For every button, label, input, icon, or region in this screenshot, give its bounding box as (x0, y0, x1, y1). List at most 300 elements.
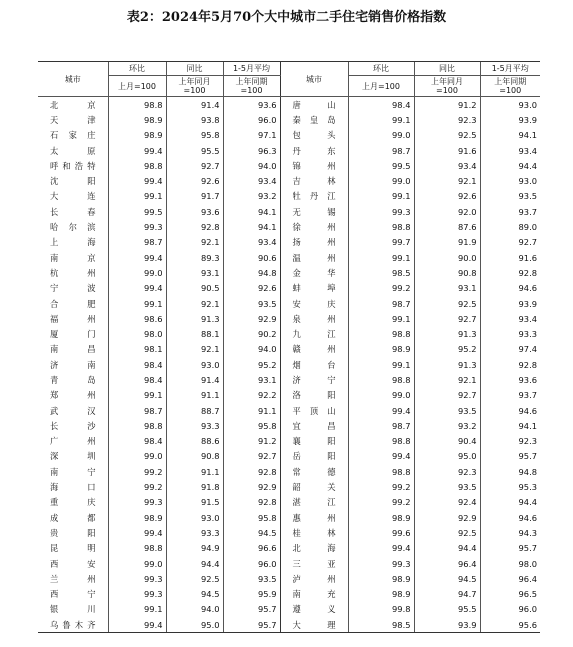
left-city-name: 西宁 (50, 589, 96, 600)
left-ytd-value: 94.0 (223, 342, 280, 357)
left-mom-value: 99.3 (108, 571, 166, 586)
left-yoy-value: 91.5 (166, 495, 223, 510)
table-row (38, 617, 540, 633)
left-mom-value: 99.2 (108, 479, 166, 494)
left-ytd-value: 93.5 (223, 571, 280, 586)
right-yoy-value: 92.5 (414, 128, 480, 143)
left-mom-value: 98.8 (108, 97, 166, 113)
right-city-name: 平顶山 (280, 403, 348, 418)
right-ytd-value: 92.3 (480, 434, 540, 449)
right-city-name: 牡丹江 (280, 189, 348, 204)
right-mom-value: 99.1 (348, 311, 414, 326)
header-ytd-right: 1-5月平均 (480, 62, 540, 76)
table-row (38, 556, 540, 571)
left-ytd-value: 96.6 (223, 541, 280, 556)
left-city-name: 天津 (50, 114, 96, 125)
right-ytd-value: 94.1 (480, 418, 540, 433)
table-row (38, 143, 540, 158)
right-city-name: 秦皇岛 (280, 112, 348, 127)
right-mom-value: 98.8 (348, 372, 414, 387)
left-ytd-value: 93.5 (223, 296, 280, 311)
left-mom-value: 98.8 (108, 158, 166, 173)
right-city-name: 无锡 (280, 204, 348, 219)
right-city-name: 泸州 (280, 571, 348, 586)
right-city-name: 泉州 (280, 311, 348, 326)
table-row (38, 388, 540, 403)
left-yoy-value: 93.3 (166, 525, 223, 540)
header-yoy-sub-left: 上年同月 =100 (166, 76, 223, 97)
right-city-name: 徐州 (280, 219, 348, 234)
right-ytd-value: 93.9 (480, 296, 540, 311)
right-ytd-value: 95.7 (480, 449, 540, 464)
right-mom-value: 99.1 (348, 189, 414, 204)
left-yoy-value: 93.0 (166, 510, 223, 525)
right-yoy-value: 94.7 (414, 587, 480, 602)
right-yoy-value: 93.2 (414, 418, 480, 433)
right-yoy-value: 92.1 (414, 173, 480, 188)
left-ytd-value: 95.9 (223, 587, 280, 602)
right-yoy-value: 90.0 (414, 250, 480, 265)
right-ytd-value: 93.5 (480, 189, 540, 204)
left-ytd-value: 91.1 (223, 403, 280, 418)
right-yoy-value: 92.4 (414, 495, 480, 510)
right-mom-value: 98.8 (348, 219, 414, 234)
table-row (38, 97, 540, 113)
right-ytd-value: 94.4 (480, 158, 540, 173)
left-city-name: 郑州 (50, 390, 96, 401)
right-ytd-value: 95.3 (480, 479, 540, 494)
left-yoy-value: 92.1 (166, 296, 223, 311)
left-yoy-value: 92.8 (166, 219, 223, 234)
right-mom-value: 99.5 (348, 158, 414, 173)
left-mom-value: 99.0 (108, 449, 166, 464)
right-city-name: 九江 (280, 326, 348, 341)
left-yoy-value: 88.1 (166, 326, 223, 341)
right-ytd-value: 95.7 (480, 541, 540, 556)
left-city-name: 宁波 (50, 283, 96, 294)
left-yoy-value: 92.1 (166, 235, 223, 250)
left-ytd-value: 96.3 (223, 143, 280, 158)
right-ytd-value: 94.6 (480, 510, 540, 525)
right-mom-value: 98.8 (348, 326, 414, 341)
left-city-name: 重庆 (50, 497, 96, 508)
left-mom-value: 99.3 (108, 495, 166, 510)
left-mom-value: 99.3 (108, 587, 166, 602)
right-ytd-value: 93.3 (480, 326, 540, 341)
table-row (38, 449, 540, 464)
left-yoy-value: 90.5 (166, 281, 223, 296)
left-mom-value: 98.8 (108, 541, 166, 556)
left-yoy-value: 92.6 (166, 173, 223, 188)
table-row (38, 357, 540, 372)
left-ytd-value: 94.8 (223, 265, 280, 280)
left-ytd-value: 96.0 (223, 556, 280, 571)
left-yoy-value: 91.4 (166, 97, 223, 113)
left-city-name: 海口 (50, 482, 96, 493)
right-mom-value: 99.2 (348, 281, 414, 296)
right-yoy-value: 92.1 (414, 372, 480, 387)
table-row (38, 204, 540, 219)
right-ytd-value: 94.6 (480, 403, 540, 418)
left-city-name: 长沙 (50, 420, 96, 431)
right-mom-value: 99.0 (348, 173, 414, 188)
left-city-name: 南京 (50, 252, 96, 263)
right-city-name: 烟台 (280, 357, 348, 372)
right-mom-value: 99.4 (348, 449, 414, 464)
left-mom-value: 99.1 (108, 388, 166, 403)
header-yoy-left: 同比 (166, 62, 223, 76)
right-ytd-value: 96.5 (480, 587, 540, 602)
left-ytd-value: 91.2 (223, 434, 280, 449)
right-city-name: 唐山 (280, 97, 348, 113)
right-city-name: 桂林 (280, 525, 348, 540)
right-mom-value: 98.7 (348, 296, 414, 311)
table-row (38, 418, 540, 433)
left-ytd-value: 95.8 (223, 510, 280, 525)
right-city-name: 金华 (280, 265, 348, 280)
left-mom-value: 98.0 (108, 326, 166, 341)
left-mom-value: 99.1 (108, 296, 166, 311)
right-yoy-value: 90.8 (414, 265, 480, 280)
right-yoy-value: 92.9 (414, 510, 480, 525)
left-ytd-value: 92.8 (223, 495, 280, 510)
left-mom-value: 99.4 (108, 250, 166, 265)
left-ytd-value: 92.9 (223, 479, 280, 494)
right-yoy-value: 92.5 (414, 296, 480, 311)
header-city-left: 城市 (38, 62, 108, 97)
left-ytd-value: 94.1 (223, 204, 280, 219)
right-mom-value: 99.1 (348, 112, 414, 127)
left-yoy-value: 92.5 (166, 571, 223, 586)
right-city-name: 吉林 (280, 173, 348, 188)
table-row (38, 495, 540, 510)
left-yoy-value: 94.4 (166, 556, 223, 571)
left-mom-value: 99.5 (108, 204, 166, 219)
left-ytd-value: 94.0 (223, 158, 280, 173)
left-mom-value: 99.4 (108, 525, 166, 540)
right-city-name: 宜昌 (280, 418, 348, 433)
right-city-name: 蚌埠 (280, 281, 348, 296)
right-ytd-value: 89.0 (480, 219, 540, 234)
right-city-name: 丹东 (280, 143, 348, 158)
left-yoy-value: 91.1 (166, 464, 223, 479)
right-mom-value: 98.9 (348, 510, 414, 525)
table-row (38, 189, 540, 204)
right-yoy-value: 95.0 (414, 449, 480, 464)
right-yoy-value: 96.4 (414, 556, 480, 571)
right-yoy-value: 92.3 (414, 112, 480, 127)
left-city-name: 杭州 (50, 267, 96, 278)
right-ytd-value: 93.0 (480, 173, 540, 188)
left-yoy-value: 92.7 (166, 158, 223, 173)
left-yoy-value: 91.1 (166, 388, 223, 403)
right-ytd-value: 96.0 (480, 602, 540, 617)
header-ytd-sub-left: 上年同期 =100 (223, 76, 280, 97)
right-yoy-value: 91.9 (414, 235, 480, 250)
left-ytd-value: 92.9 (223, 311, 280, 326)
right-yoy-value: 92.5 (414, 525, 480, 540)
left-mom-value: 98.6 (108, 311, 166, 326)
left-city-name: 南昌 (50, 344, 96, 355)
table-row (38, 587, 540, 602)
header-ytd-sub-right: 上年同期 =100 (480, 76, 540, 97)
right-mom-value: 98.7 (348, 143, 414, 158)
right-mom-value: 98.8 (348, 434, 414, 449)
right-mom-value: 98.7 (348, 418, 414, 433)
right-ytd-value: 94.6 (480, 281, 540, 296)
left-city-name: 呼和浩特 (50, 160, 96, 171)
left-mom-value: 99.1 (108, 602, 166, 617)
left-ytd-value: 95.7 (223, 602, 280, 617)
left-yoy-value: 93.6 (166, 204, 223, 219)
left-yoy-value: 95.8 (166, 128, 223, 143)
left-city-name: 厦门 (50, 329, 96, 340)
table-row (38, 479, 540, 494)
table-row (38, 525, 540, 540)
left-ytd-value: 93.6 (223, 97, 280, 113)
table-title: 表2：2024年5月70个大中城市二手住宅销售价格指数 (126, 10, 447, 25)
right-city-name: 温州 (280, 250, 348, 265)
right-city-name: 安庆 (280, 296, 348, 311)
left-mom-value: 99.3 (108, 219, 166, 234)
left-yoy-value: 94.5 (166, 587, 223, 602)
table-row (38, 112, 540, 127)
left-mom-value: 99.4 (108, 143, 166, 158)
left-mom-value: 98.4 (108, 434, 166, 449)
table-row (38, 342, 540, 357)
right-ytd-value: 93.4 (480, 311, 540, 326)
right-yoy-value: 95.2 (414, 342, 480, 357)
left-yoy-value: 88.6 (166, 434, 223, 449)
right-mom-value: 98.5 (348, 617, 414, 633)
left-yoy-value: 91.8 (166, 479, 223, 494)
table-row (38, 173, 540, 188)
right-yoy-value: 92.3 (414, 464, 480, 479)
left-city-name: 石家庄 (50, 130, 96, 141)
right-yoy-value: 92.6 (414, 189, 480, 204)
right-ytd-value: 94.8 (480, 464, 540, 479)
left-city-name: 银川 (50, 604, 96, 615)
right-ytd-value: 95.6 (480, 617, 540, 633)
right-mom-value: 99.0 (348, 388, 414, 403)
left-ytd-value: 92.8 (223, 464, 280, 479)
left-city-name: 成都 (50, 512, 96, 523)
header-yoy-right: 同比 (414, 62, 480, 76)
right-mom-value: 99.3 (348, 204, 414, 219)
right-mom-value: 98.8 (348, 464, 414, 479)
right-yoy-value: 92.7 (414, 388, 480, 403)
left-mom-value: 98.8 (108, 418, 166, 433)
left-city-name: 长春 (50, 206, 96, 217)
left-mom-value: 98.7 (108, 403, 166, 418)
left-yoy-value: 91.7 (166, 189, 223, 204)
left-ytd-value: 93.2 (223, 189, 280, 204)
left-city-name: 昆明 (50, 543, 96, 554)
left-city-name: 深圳 (50, 451, 96, 462)
left-mom-value: 98.9 (108, 112, 166, 127)
header-mom-sub-right: 上月=100 (348, 76, 414, 97)
left-mom-value: 99.2 (108, 464, 166, 479)
right-city-name: 赣州 (280, 342, 348, 357)
right-city-name: 北海 (280, 541, 348, 556)
table-body (38, 97, 540, 633)
left-city-name: 福州 (50, 313, 96, 324)
right-city-name: 济宁 (280, 372, 348, 387)
right-ytd-value: 94.4 (480, 495, 540, 510)
left-mom-value: 99.4 (108, 617, 166, 633)
right-ytd-value: 93.7 (480, 388, 540, 403)
right-mom-value: 99.6 (348, 525, 414, 540)
right-ytd-value: 94.1 (480, 128, 540, 143)
left-yoy-value: 95.5 (166, 143, 223, 158)
left-ytd-value: 93.4 (223, 173, 280, 188)
left-ytd-value: 92.7 (223, 449, 280, 464)
left-city-name: 大连 (50, 191, 96, 202)
left-yoy-value: 94.9 (166, 541, 223, 556)
left-mom-value: 98.1 (108, 342, 166, 357)
right-mom-value: 98.4 (348, 97, 414, 113)
left-mom-value: 99.0 (108, 265, 166, 280)
left-city-name: 西安 (50, 558, 96, 569)
right-ytd-value: 92.7 (480, 235, 540, 250)
right-yoy-value: 92.0 (414, 204, 480, 219)
table-row (38, 281, 540, 296)
right-city-name: 洛阳 (280, 388, 348, 403)
right-city-name: 三亚 (280, 556, 348, 571)
right-ytd-value: 94.3 (480, 525, 540, 540)
right-mom-value: 99.1 (348, 357, 414, 372)
left-yoy-value: 93.3 (166, 418, 223, 433)
left-ytd-value: 97.1 (223, 128, 280, 143)
header-mom-sub-left: 上月=100 (108, 76, 166, 97)
right-yoy-value: 94.4 (414, 541, 480, 556)
table-row (38, 311, 540, 326)
right-city-name: 岳阳 (280, 449, 348, 464)
price-index-table (38, 61, 540, 633)
left-yoy-value: 92.1 (166, 342, 223, 357)
right-yoy-value: 92.7 (414, 311, 480, 326)
table-row (38, 464, 540, 479)
right-mom-value: 99.1 (348, 250, 414, 265)
left-yoy-value: 91.4 (166, 372, 223, 387)
right-city-name: 南充 (280, 587, 348, 602)
left-city-name: 南宁 (50, 466, 96, 477)
right-mom-value: 99.7 (348, 235, 414, 250)
table-row (38, 541, 540, 556)
left-city-name: 北京 (50, 99, 96, 110)
left-yoy-value: 89.3 (166, 250, 223, 265)
right-city-name: 遵义 (280, 602, 348, 617)
left-ytd-value: 90.2 (223, 326, 280, 341)
right-mom-value: 98.5 (348, 265, 414, 280)
left-mom-value: 98.4 (108, 357, 166, 372)
right-ytd-value: 92.8 (480, 265, 540, 280)
right-yoy-value: 91.2 (414, 97, 480, 113)
table-row (38, 602, 540, 617)
right-ytd-value: 97.4 (480, 342, 540, 357)
table-row (38, 250, 540, 265)
left-city-name: 广州 (50, 436, 96, 447)
left-ytd-value: 90.6 (223, 250, 280, 265)
right-city-name: 湛江 (280, 495, 348, 510)
right-ytd-value: 93.6 (480, 372, 540, 387)
left-city-name: 济南 (50, 359, 96, 370)
table-row (38, 571, 540, 586)
left-city-name: 上海 (50, 237, 96, 248)
right-ytd-value: 93.9 (480, 112, 540, 127)
left-ytd-value: 93.1 (223, 372, 280, 387)
left-yoy-value: 90.8 (166, 449, 223, 464)
right-yoy-value: 93.9 (414, 617, 480, 633)
right-city-name: 大理 (280, 617, 348, 633)
left-mom-value: 98.9 (108, 510, 166, 525)
right-ytd-value: 93.7 (480, 204, 540, 219)
table-row (38, 158, 540, 173)
left-city-name: 哈尔滨 (50, 222, 96, 233)
table-row (38, 372, 540, 387)
right-yoy-value: 91.6 (414, 143, 480, 158)
left-mom-value: 98.4 (108, 372, 166, 387)
left-ytd-value: 94.5 (223, 525, 280, 540)
table-row (38, 219, 540, 234)
right-ytd-value: 91.6 (480, 250, 540, 265)
left-ytd-value: 95.2 (223, 357, 280, 372)
left-ytd-value: 92.2 (223, 388, 280, 403)
right-city-name: 包头 (280, 128, 348, 143)
left-city-name: 武汉 (50, 405, 96, 416)
left-ytd-value: 93.4 (223, 235, 280, 250)
left-ytd-value: 95.7 (223, 617, 280, 633)
right-yoy-value: 87.6 (414, 219, 480, 234)
right-yoy-value: 93.5 (414, 479, 480, 494)
header-yoy-sub-right: 上年同月 =100 (414, 76, 480, 97)
left-city-name: 青岛 (50, 374, 96, 385)
table-row (38, 235, 540, 250)
right-mom-value: 99.2 (348, 479, 414, 494)
left-ytd-value: 94.1 (223, 219, 280, 234)
left-city-name: 兰州 (50, 573, 96, 584)
left-yoy-value: 93.8 (166, 112, 223, 127)
header-mom-right: 环比 (348, 62, 414, 76)
right-city-name: 惠州 (280, 510, 348, 525)
right-ytd-value: 96.4 (480, 571, 540, 586)
left-yoy-value: 95.0 (166, 617, 223, 633)
table-row (38, 510, 540, 525)
right-yoy-value: 93.1 (414, 281, 480, 296)
right-mom-value: 99.4 (348, 541, 414, 556)
header-ytd-left: 1-5月平均 (223, 62, 280, 76)
left-city-name: 太原 (50, 145, 96, 156)
right-mom-value: 98.9 (348, 342, 414, 357)
right-ytd-value: 93.4 (480, 143, 540, 158)
left-city-name: 合肥 (50, 298, 96, 309)
left-mom-value: 99.0 (108, 556, 166, 571)
right-city-name: 韶关 (280, 479, 348, 494)
right-yoy-value: 93.5 (414, 403, 480, 418)
right-mom-value: 99.0 (348, 128, 414, 143)
header-mom-left: 环比 (108, 62, 166, 76)
right-ytd-value: 93.0 (480, 97, 540, 113)
table-row (38, 265, 540, 280)
right-city-name: 扬州 (280, 235, 348, 250)
right-ytd-value: 98.0 (480, 556, 540, 571)
table-row (38, 128, 540, 143)
right-mom-value: 99.8 (348, 602, 414, 617)
left-ytd-value: 92.6 (223, 281, 280, 296)
right-mom-value: 99.4 (348, 403, 414, 418)
table-row (38, 296, 540, 311)
left-yoy-value: 93.1 (166, 265, 223, 280)
